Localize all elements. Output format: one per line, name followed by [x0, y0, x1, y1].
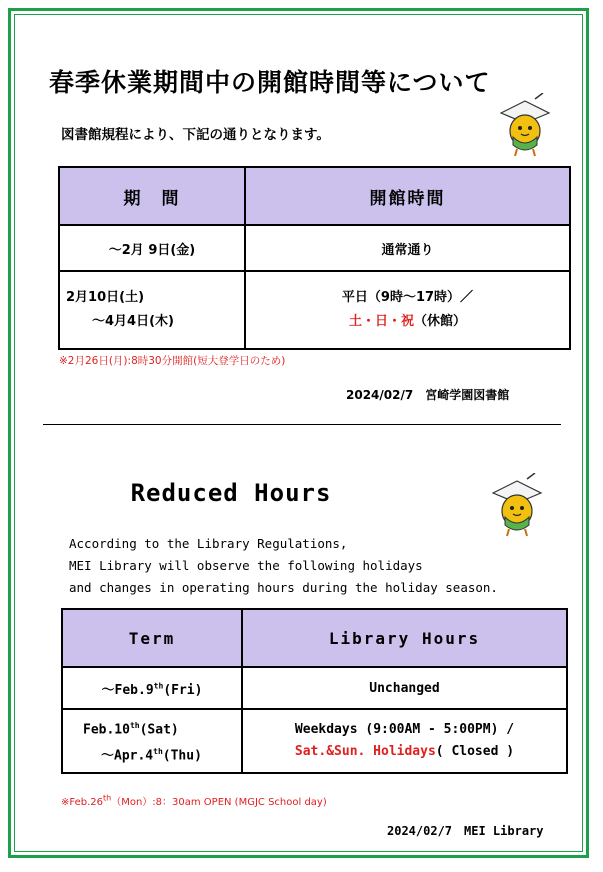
- en-title: Reduced Hours: [130, 479, 332, 507]
- en-intro-line: According to the Library Regulations,: [69, 536, 348, 551]
- jp-intro: 図書館規程により、下記の通りとなります。: [61, 127, 330, 143]
- en-row2-period-line1: Feb.10th(Sat): [83, 720, 179, 737]
- jp-row2-closed: （休館）: [414, 314, 467, 329]
- jp-row2-holiday-days: 土・日・祝: [348, 314, 414, 329]
- jp-row1-hours: 通常通り: [245, 225, 570, 271]
- jp-row1-period: ～2月 9日(金): [59, 225, 245, 271]
- jp-row2-hours-line1: 平日（9時～17時）／: [341, 290, 474, 305]
- jp-row2-period: [59, 271, 245, 349]
- section-divider: [43, 424, 561, 425]
- jp-title: 春季休業期間中の開館時間等について: [49, 68, 491, 97]
- en-signature: 2024/02/7 MEI Library: [387, 824, 544, 838]
- jp-header-hours: 開館時間: [245, 167, 570, 225]
- en-schedule-table: [61, 608, 568, 774]
- jp-row2-period-line1: 2月10日(土): [66, 290, 145, 305]
- en-row2-hours-line1: Weekdays (9:00AM - 5:00PM) /: [294, 722, 515, 737]
- jp-row2-hours: [245, 271, 570, 349]
- en-header-term: Term: [62, 609, 242, 667]
- en-intro-line: and changes in operating hours during the holiday season.: [69, 580, 498, 595]
- en-intro-line: MEI Library will observe the following holidays: [69, 558, 423, 573]
- jp-row2-period-line2: ～4月4日(木): [92, 314, 174, 329]
- en-intro: [69, 533, 498, 599]
- en-header-hours: Library Hours: [242, 609, 567, 667]
- notice-page: [8, 8, 589, 858]
- mascot-graduate-icon: [489, 473, 545, 537]
- jp-signature: 2024/02/7 宮崎学園図書館: [346, 388, 510, 402]
- en-row2-hours: [242, 709, 567, 773]
- mascot-graduate-icon: [497, 93, 553, 157]
- en-row1-period: ～Feb.9th(Fri): [62, 667, 242, 709]
- en-row2-closed: ( Closed ): [435, 744, 515, 759]
- en-row2-period-line2: ～Apr.4th(Thu): [101, 747, 202, 764]
- jp-note: ※2月26日(月):8時30分開館(短大登学日のため): [59, 355, 286, 367]
- en-note: ※Feb.26th（Mon）:8：30am OPEN (MGJC School day): [61, 793, 327, 808]
- en-row2-holiday-days: Sat.&Sun. Holidays: [294, 744, 436, 759]
- jp-schedule-table: [58, 166, 571, 350]
- en-row2-period: [62, 709, 242, 773]
- jp-header-period: 期 間: [59, 167, 245, 225]
- en-row1-hours: Unchanged: [242, 667, 567, 709]
